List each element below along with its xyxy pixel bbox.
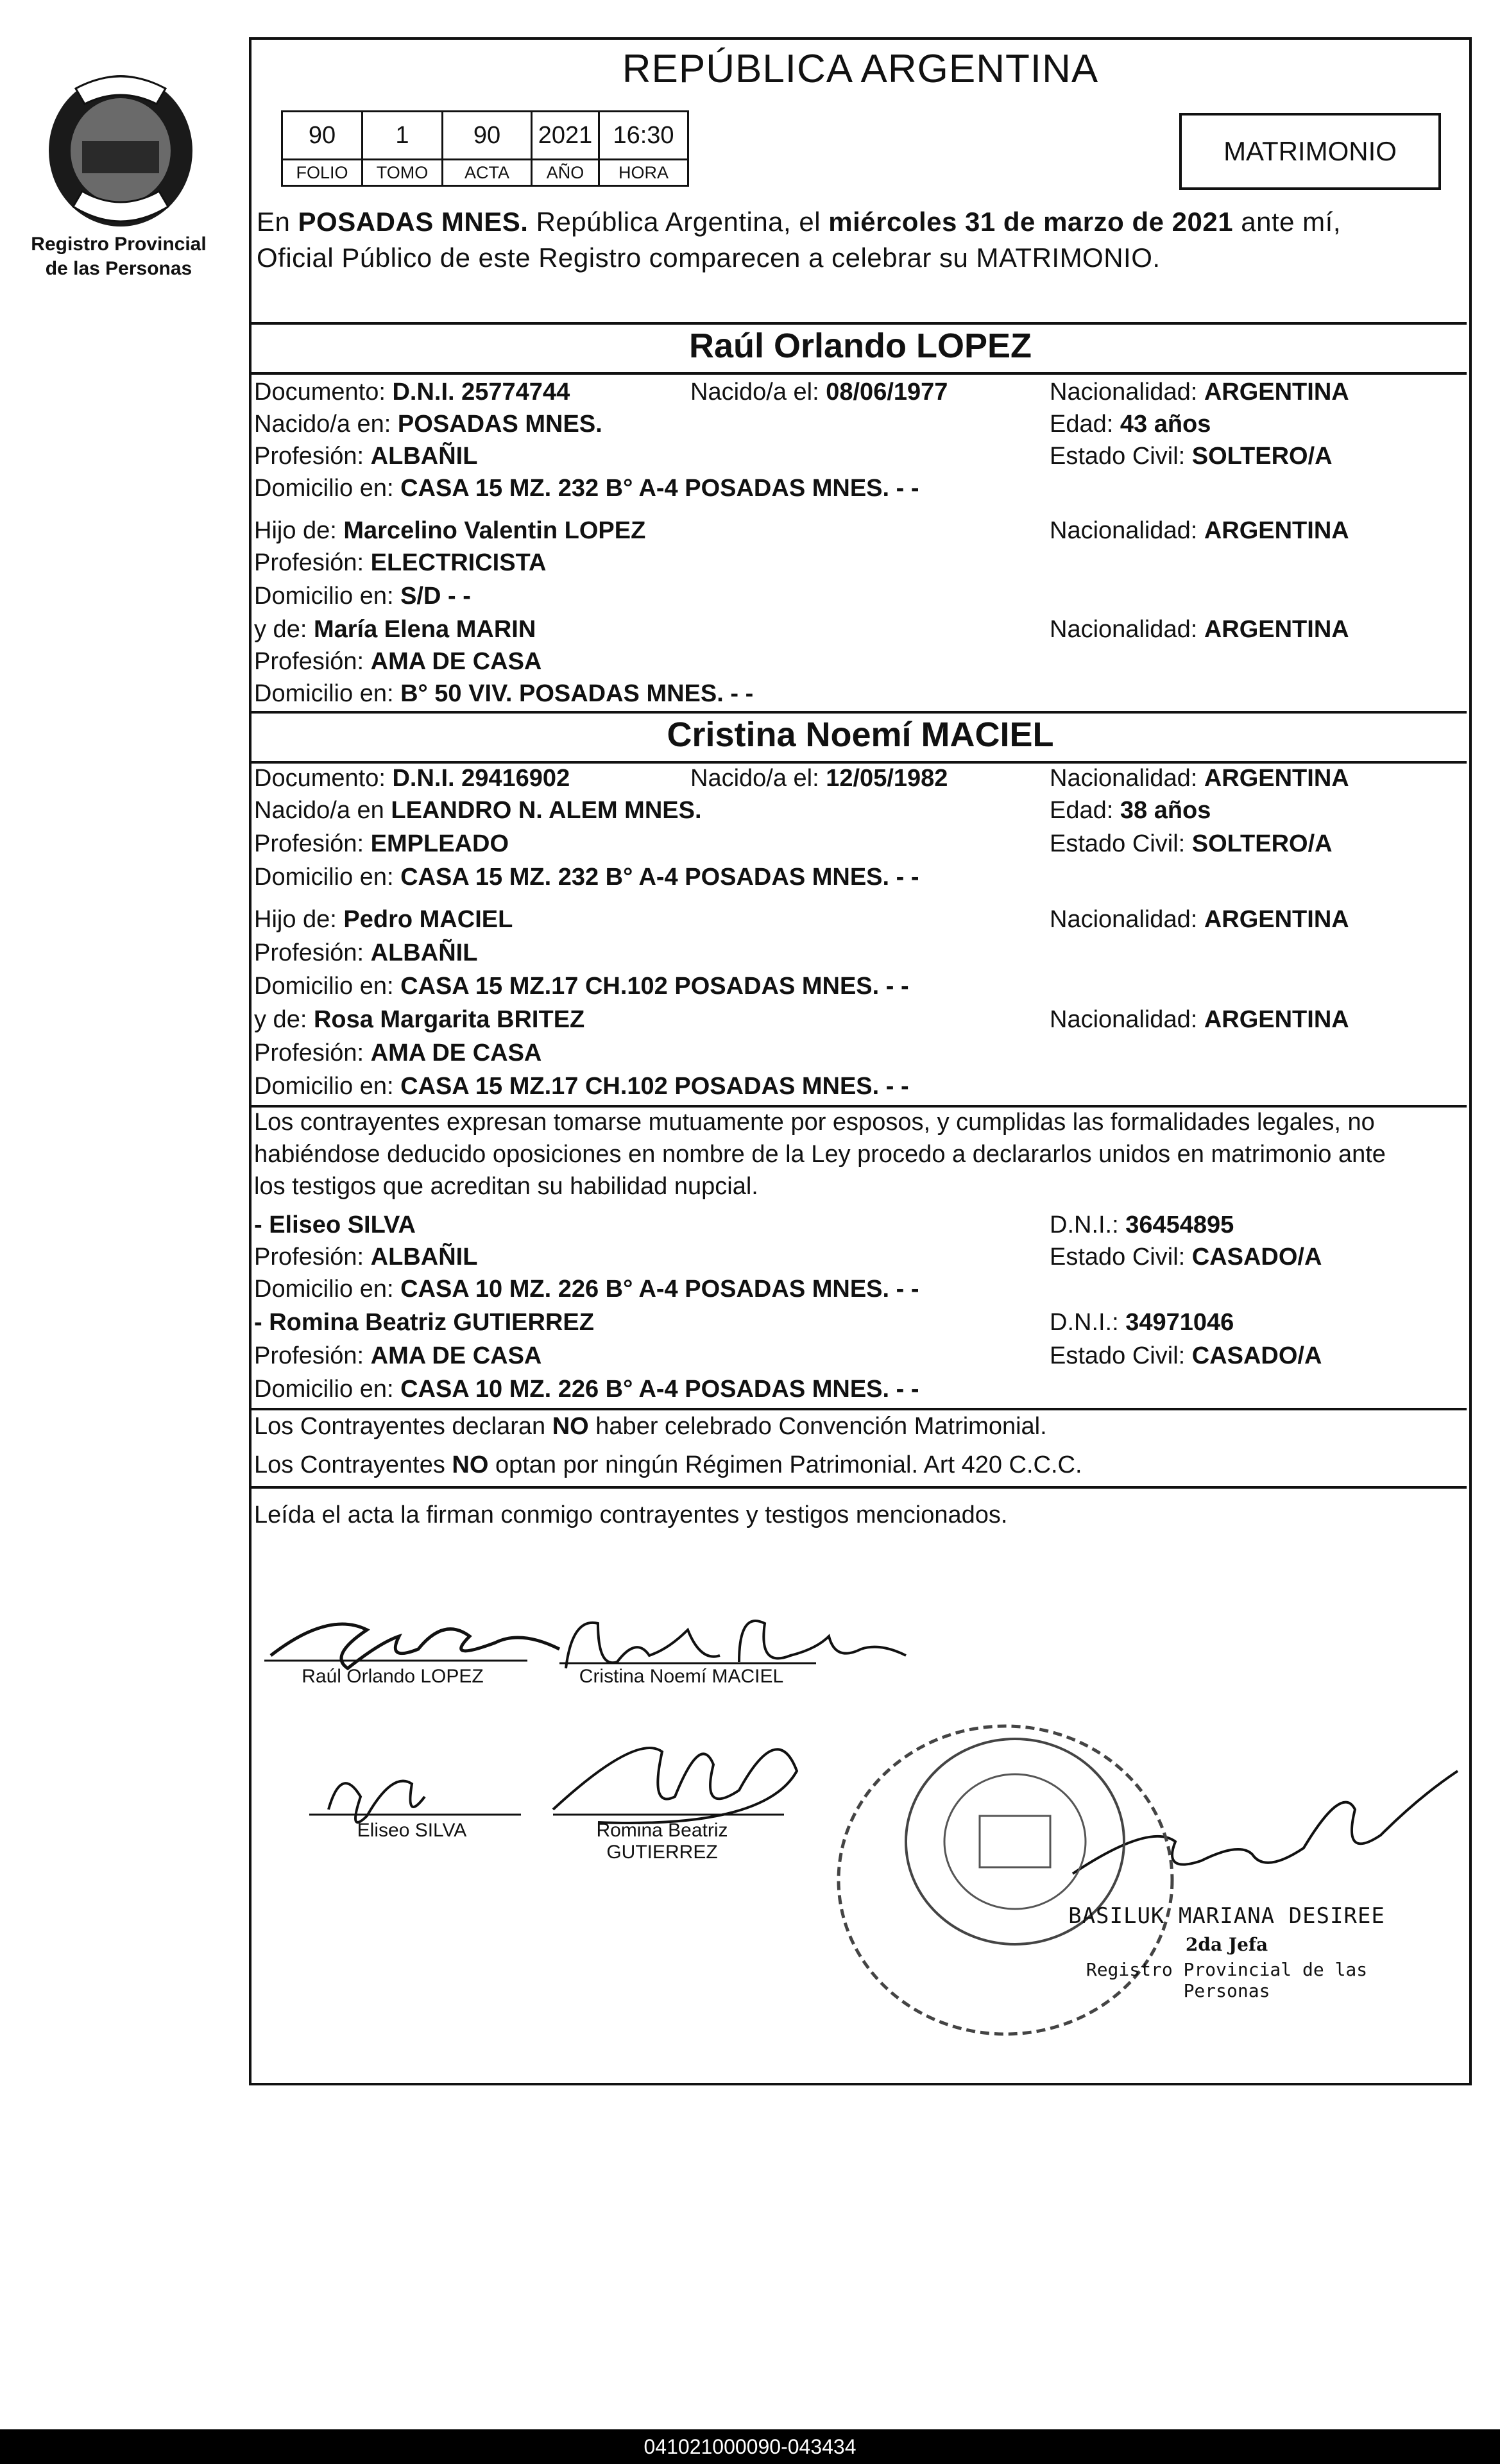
- field-value: S/D - -: [400, 583, 471, 610]
- intro-line-2: Oficial Público de este Registro comparecen a celebrar su MATRIMONIO.: [257, 243, 1161, 273]
- bride-father-address: [254, 973, 909, 1000]
- field-label: Domicilio en:: [254, 1276, 401, 1303]
- signatures-drawing: [251, 1540, 1469, 2085]
- field-label: Estado Civil:: [1050, 443, 1192, 470]
- field-value: Pedro MACIEL: [343, 906, 513, 933]
- bride-father-nationality: [1050, 906, 1349, 934]
- declaration-line-1: Los contrayentes expresan tomarse mutuamente por esposos, y cumplidas las formalidades legales, no: [254, 1109, 1375, 1136]
- declaration-line-2: habiéndose deducido oposiciones en nombre de la Ley procedo a declararlos unidos en matrimonio ante: [254, 1141, 1386, 1168]
- field-value: SOLTERO/A: [1191, 830, 1333, 857]
- field-label: Documento:: [254, 379, 393, 406]
- divider: [251, 1105, 1467, 1108]
- field-value: B° 50 VIV. POSADAS MNES. - -: [400, 680, 754, 707]
- field-value: AMA DE CASA: [370, 648, 542, 675]
- regime-patrimonial: [254, 1451, 1082, 1479]
- field-label: Hijo de:: [254, 906, 344, 933]
- field-label: Estado Civil:: [1050, 1244, 1192, 1270]
- witness1-address: [254, 1276, 919, 1303]
- bride-father: [254, 906, 513, 934]
- witness2-profession: [254, 1342, 541, 1370]
- field-label: Domicilio en:: [254, 973, 401, 1000]
- witness2-signature-name: [547, 1820, 778, 1863]
- field-label: Edad:: [1050, 797, 1120, 824]
- field-label: Profesión:: [254, 1244, 371, 1270]
- field-value: ARGENTINA: [1204, 379, 1349, 406]
- groom-name-heading: Raúl Orlando LOPEZ: [688, 327, 1032, 365]
- bride-age: [1050, 797, 1211, 825]
- tomo-label: TOMO: [362, 160, 443, 186]
- field-value: ALBAÑIL: [370, 1244, 478, 1270]
- field-value: 34971046: [1125, 1309, 1234, 1336]
- record-type-box: [1179, 113, 1441, 190]
- registry-caption: [13, 232, 225, 281]
- groom-address: [254, 475, 919, 502]
- field-value: María Elena MARIN: [313, 616, 536, 643]
- field-label: Nacido/a el:: [690, 765, 826, 792]
- field-label: Nacionalidad:: [1050, 906, 1204, 933]
- field-value: CASA 15 MZ.17 CH.102 POSADAS MNES. - -: [400, 1073, 909, 1100]
- field-label: Profesión:: [254, 1342, 371, 1369]
- bride-name-heading: Cristina Noemí MACIEL: [667, 715, 1054, 754]
- witness1-dni: [1050, 1211, 1234, 1239]
- intro-date: miércoles 31 de marzo de 2021: [828, 207, 1234, 237]
- field-label: Nacionalidad:: [1050, 616, 1204, 643]
- intro-text-3: ante mí,: [1233, 207, 1341, 237]
- witness1-name: - Eliseo SILVA: [254, 1211, 416, 1238]
- field-value: 43 años: [1120, 411, 1211, 438]
- hora-label: HORA: [599, 160, 688, 186]
- field-value: CASA 15 MZ. 232 B° A-4 POSADAS MNES. - -: [400, 864, 919, 891]
- field-value: ARGENTINA: [1204, 517, 1349, 544]
- field-label: D.N.I.:: [1050, 1309, 1126, 1336]
- intro-place: POSADAS MNES.: [298, 207, 529, 237]
- official-office: Registro Provincial de las Personas: [1086, 1959, 1368, 2001]
- divider: [251, 1486, 1467, 1489]
- signature-area: [251, 1540, 1469, 2085]
- field-value: CASA 10 MZ. 226 B° A-4 POSADAS MNES. - -: [400, 1276, 919, 1303]
- field-label: Nacido/a el:: [690, 379, 826, 406]
- field-value: CASA 15 MZ.17 CH.102 POSADAS MNES. - -: [400, 973, 909, 1000]
- groom-document: [254, 379, 570, 406]
- field-label: Estado Civil:: [1050, 1342, 1192, 1369]
- groom-civil-status: [1050, 443, 1333, 470]
- field-value: Rosa Margarita BRITEZ: [313, 1006, 585, 1033]
- bride-mother: [254, 1006, 584, 1034]
- bride-signature-name: Cristina Noemí MACIEL: [579, 1666, 784, 1687]
- divider: [251, 1408, 1467, 1410]
- field-value: D.N.I. 25774744: [392, 379, 570, 406]
- field-label: Domicilio en:: [254, 864, 401, 891]
- witness2-civil-status: [1050, 1342, 1322, 1370]
- field-value: EMPLEADO: [370, 830, 509, 857]
- intro-paragraph: [257, 204, 1463, 276]
- field-label: y de:: [254, 1006, 314, 1033]
- groom-nationality: [1050, 379, 1349, 406]
- field-label: Los Contrayentes declaran: [254, 1413, 552, 1440]
- field-value: LEANDRO N. ALEM MNES.: [391, 797, 702, 824]
- divider: [251, 322, 1467, 325]
- field-label: Profesión:: [254, 648, 371, 675]
- bride-profession: [254, 830, 509, 858]
- registry-caption-line2: de las Personas: [45, 258, 192, 279]
- field-label: Profesión:: [254, 549, 371, 576]
- record-metadata-table: [281, 110, 689, 187]
- official-role: 2da Jefa: [1185, 1934, 1268, 1955]
- field-value: POSADAS MNES.: [397, 411, 602, 438]
- field-label: Documento:: [254, 765, 393, 792]
- field-label: Nacionalidad:: [1050, 517, 1204, 544]
- record-type: MATRIMONIO: [1223, 136, 1397, 166]
- field-value: SOLTERO/A: [1191, 443, 1333, 470]
- witness1-profession: [254, 1244, 477, 1271]
- groom-father-profession: [254, 549, 546, 577]
- official-name: BASILUK MARIANA DESIREE: [1068, 1903, 1385, 1929]
- registry-caption-line1: Registro Provincial: [31, 234, 207, 255]
- groom-birthdate: [690, 379, 948, 406]
- bride-civil-status: [1050, 830, 1333, 858]
- document-title: REPÚBLICA ARGENTINA: [622, 47, 1099, 91]
- field-value: 38 años: [1120, 797, 1211, 824]
- field-value: AMA DE CASA: [370, 1040, 542, 1066]
- field-value: NO: [452, 1451, 489, 1478]
- field-label: Nacido/a en: [254, 797, 391, 824]
- field-label: Nacionalidad:: [1050, 379, 1204, 406]
- acta-label: ACTA: [443, 160, 532, 186]
- field-value: NO: [552, 1413, 589, 1440]
- field-value: ARGENTINA: [1204, 616, 1349, 643]
- tomo-value: 1: [362, 112, 443, 160]
- field-label: D.N.I.:: [1050, 1211, 1126, 1238]
- field-label: Edad:: [1050, 411, 1120, 438]
- anio-label: AÑO: [532, 160, 599, 186]
- field-label: Los Contrayentes: [254, 1451, 452, 1478]
- field-value: 12/05/1982: [826, 765, 948, 792]
- bride-address: [254, 864, 919, 891]
- field-value: ALBAÑIL: [370, 443, 478, 470]
- groom-signature-name: Raúl Orlando LOPEZ: [302, 1666, 484, 1687]
- witness2-address: [254, 1376, 919, 1403]
- witness1-signature-name: Eliseo SILVA: [357, 1820, 467, 1841]
- field-value: ALBAÑIL: [370, 939, 478, 966]
- divider: [251, 372, 1467, 375]
- bride-mother-address: [254, 1073, 909, 1100]
- witness2-dni: [1050, 1309, 1234, 1337]
- field-label: Nacionalidad:: [1050, 765, 1204, 792]
- field-value: CASA 10 MZ. 226 B° A-4 POSADAS MNES. - -: [400, 1376, 919, 1403]
- field-label: Hijo de:: [254, 517, 344, 544]
- folio-label: FOLIO: [282, 160, 362, 186]
- groom-mother: [254, 616, 536, 644]
- regime-convention: [254, 1413, 1047, 1441]
- field-label: Profesión:: [254, 443, 371, 470]
- document-control-code: 041021000090-043434: [0, 2429, 1500, 2464]
- field-value: ARGENTINA: [1204, 1006, 1349, 1033]
- field-value: ELECTRICISTA: [370, 549, 547, 576]
- field-label: Domicilio en:: [254, 583, 401, 610]
- field-label: haber celebrado Convención Matrimonial.: [588, 1413, 1047, 1440]
- field-value: Marcelino Valentin LOPEZ: [343, 517, 646, 544]
- field-value: CASADO/A: [1191, 1342, 1322, 1369]
- witness1-civil-status: [1050, 1244, 1322, 1271]
- hora-value: 16:30: [599, 112, 688, 160]
- field-label: y de:: [254, 616, 314, 643]
- field-value: CASADO/A: [1191, 1244, 1322, 1270]
- field-label: Nacido/a en:: [254, 411, 398, 438]
- province-seal-logo: [31, 64, 210, 237]
- bride-mother-nationality: [1050, 1006, 1349, 1034]
- bride-birthdate: [690, 765, 948, 792]
- bride-father-profession: [254, 939, 477, 967]
- intro-text-1: En: [257, 207, 298, 237]
- field-label: Domicilio en:: [254, 680, 401, 707]
- bride-nationality: [1050, 765, 1349, 792]
- field-label: Domicilio en:: [254, 1376, 401, 1403]
- groom-mother-nationality: [1050, 616, 1349, 644]
- divider: [251, 711, 1467, 714]
- field-label: Domicilio en:: [254, 1073, 401, 1100]
- field-label: Profesión:: [254, 1040, 371, 1066]
- field-value: D.N.I. 29416902: [392, 765, 570, 792]
- closing-statement: Leída el acta la firman conmigo contrayentes y testigos mencionados.: [254, 1502, 1008, 1528]
- field-value: CASA 15 MZ. 232 B° A-4 POSADAS MNES. - -: [400, 475, 919, 502]
- groom-father: [254, 517, 645, 545]
- field-label: Profesión:: [254, 830, 371, 857]
- groom-birthplace: [254, 411, 602, 438]
- field-label: Domicilio en:: [254, 475, 401, 502]
- groom-mother-profession: [254, 648, 541, 676]
- acta-value: 90: [443, 112, 532, 160]
- field-label: Profesión:: [254, 939, 371, 966]
- groom-age: [1050, 411, 1211, 438]
- field-value: AMA DE CASA: [370, 1342, 542, 1369]
- witness2-name: - Romina Beatriz GUTIERREZ: [254, 1309, 594, 1336]
- bride-mother-profession: [254, 1040, 541, 1067]
- field-label: Estado Civil:: [1050, 830, 1192, 857]
- folio-value: 90: [282, 112, 362, 160]
- groom-father-address: [254, 583, 471, 610]
- witness2-signature-line2: GUTIERREZ: [606, 1842, 718, 1863]
- groom-mother-address: [254, 680, 753, 708]
- anio-value: 2021: [532, 112, 599, 160]
- divider: [251, 761, 1467, 764]
- field-label: Nacionalidad:: [1050, 1006, 1204, 1033]
- groom-profession: [254, 443, 477, 470]
- field-label: optan por ningún Régimen Patrimonial. Art 420 C.C.C.: [488, 1451, 1082, 1478]
- witness2-signature-line1: Romina Beatriz: [596, 1820, 728, 1841]
- field-value: 36454895: [1125, 1211, 1234, 1238]
- bride-birthplace: [254, 797, 702, 825]
- intro-text-2: República Argentina, el: [528, 207, 829, 237]
- groom-father-nationality: [1050, 517, 1349, 545]
- official-block: [1066, 1903, 1387, 2001]
- field-value: ARGENTINA: [1204, 906, 1349, 933]
- field-value: ARGENTINA: [1204, 765, 1349, 792]
- field-value: 08/06/1977: [826, 379, 948, 406]
- bride-document: [254, 765, 570, 792]
- declaration-line-3: los testigos que acreditan su habilidad nupcial.: [254, 1173, 758, 1200]
